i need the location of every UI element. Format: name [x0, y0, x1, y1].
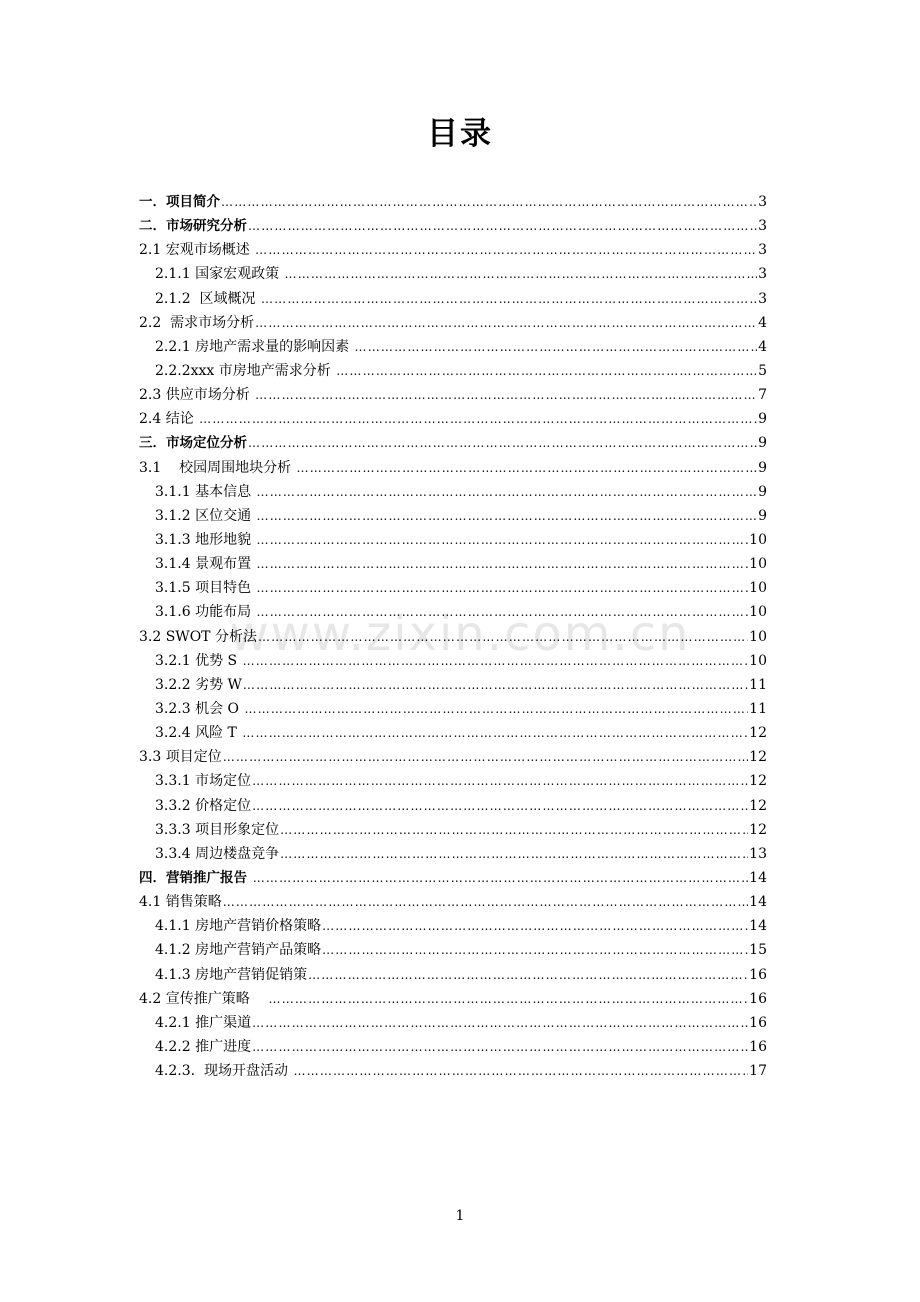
toc-dot-leader: [243, 673, 748, 697]
toc-dot-leader: [248, 214, 757, 238]
toc-entry[interactable]: [139, 431, 767, 455]
toc-entry-label: 二．市场研究分析: [139, 218, 247, 235]
toc-entry[interactable]: [139, 480, 767, 504]
toc-entry-label: 4.2.1 推广渠道: [155, 1014, 252, 1031]
toc-entry-label: 3.2.2 劣势 W: [155, 676, 242, 693]
toc-entry[interactable]: [139, 335, 767, 359]
toc-entry-page-number: 9: [758, 483, 767, 500]
toc-dot-leader: [322, 914, 748, 938]
toc-dot-leader: [255, 311, 757, 335]
toc-entry-page-number: 5: [758, 362, 767, 379]
toc-entry[interactable]: [139, 842, 767, 866]
toc-entry-page-number: 16: [749, 1038, 767, 1055]
toc-entry-label: 2.3 供应市场分析: [139, 387, 255, 404]
toc-entry[interactable]: [139, 287, 767, 311]
toc-entry-label: 2.1.1 国家宏观政策: [155, 266, 284, 283]
toc-entry-label: 一．项目简介: [139, 194, 220, 210]
toc-entry-page-number: 13: [749, 845, 767, 862]
toc-entry-label: 2.1.2 区域概况: [155, 290, 260, 307]
toc-entry[interactable]: [139, 383, 767, 407]
toc-entry-label: 3.1 校园周围地块分析: [139, 459, 296, 476]
toc-entry-label: 4.2.2 推广进度: [155, 1038, 252, 1055]
toc-entry-label: 3.3.4 周边楼盘竞争: [155, 845, 280, 862]
toc-entry[interactable]: [139, 214, 767, 238]
toc-entry-page-number: 10: [749, 628, 767, 645]
toc-entry-label: 3.1.4 景观布置: [155, 556, 256, 573]
toc-dot-leader: [280, 818, 748, 842]
toc-entry-page-number: 12: [749, 773, 767, 790]
toc-entry[interactable]: [139, 938, 767, 962]
toc-entry[interactable]: [139, 311, 767, 335]
toc-entry-label: 3.3.2 价格定位: [155, 797, 252, 814]
toc-entry-label: 3.1.3 地形地貌: [155, 531, 256, 548]
toc-entry-label: 3.3.1 市场定位: [155, 773, 252, 790]
toc-entry[interactable]: [139, 673, 767, 697]
toc-entry[interactable]: [139, 818, 767, 842]
toc-entry-page-number: 9: [758, 507, 767, 524]
toc-entry-page-number: 3: [758, 194, 767, 210]
toc-entry-label: 2.4 结论: [139, 411, 199, 428]
toc-entry-label: 2.2.2xxx 市房地产需求分析: [155, 362, 336, 379]
toc-entry[interactable]: [139, 1035, 767, 1059]
toc-dot-leader: [322, 938, 748, 962]
toc-dot-leader: [252, 769, 748, 793]
toc-dot-leader: [257, 504, 758, 528]
toc-dot-leader: [257, 552, 749, 576]
toc-entry-label: 4.2 宣传推广策略: [139, 990, 268, 1007]
toc-entry-page-number: 12: [749, 821, 767, 838]
toc-dot-leader: [255, 383, 757, 407]
toc-dot-leader: [336, 359, 757, 383]
toc-entry-page-number: 14: [749, 918, 767, 935]
toc-entry-label: 4.1.2 房地产营销产品策略: [155, 942, 322, 959]
toc-entry-page-number: 10: [749, 531, 767, 548]
toc-entry[interactable]: [139, 552, 767, 576]
toc-entry[interactable]: [139, 866, 767, 890]
toc-entry-page-number: 11: [749, 700, 767, 717]
toc-entry-page-number: 15: [749, 942, 767, 959]
toc-entry-page-number: 11: [749, 676, 767, 693]
toc-entry-label: 3.3.3 项目形象定位: [155, 821, 280, 838]
toc-dot-leader: [252, 794, 748, 818]
toc-dot-leader: [297, 456, 758, 480]
toc-dot-leader: [223, 745, 748, 769]
toc-dot-leader: [242, 721, 748, 745]
toc-entry[interactable]: [139, 1011, 767, 1035]
toc-entry-page-number: 9: [758, 459, 767, 476]
toc-dot-leader: [244, 697, 748, 721]
toc-entry-page-number: 16: [749, 990, 767, 1007]
toc-dot-leader: [355, 335, 758, 359]
toc-entry-page-number: 16: [749, 966, 767, 983]
toc-dot-leader: [199, 407, 757, 431]
toc-entry-page-number: 10: [749, 556, 767, 573]
toc-entry[interactable]: [139, 721, 767, 745]
toc-entry[interactable]: [139, 890, 767, 914]
toc-entry[interactable]: [139, 1059, 767, 1083]
toc-entry-page-number: 3: [758, 218, 767, 235]
toc-entry-page-number: 4: [758, 338, 767, 355]
toc-entry-label: 2.2 需求市场分析: [139, 314, 255, 331]
toc-entry-page-number: 12: [749, 749, 767, 766]
toc-entry-page-number: 14: [749, 894, 767, 911]
toc-entry-page-number: 10: [749, 580, 767, 597]
toc-dot-leader: [221, 190, 757, 214]
toc-dot-leader: [261, 287, 757, 311]
toc-entry-label: 四．营销推广报告: [139, 869, 252, 886]
toc-entry-label: 3.2.4 风险 T: [155, 725, 242, 742]
toc-dot-leader: [257, 600, 749, 624]
toc-entry-page-number: 7: [758, 387, 767, 404]
toc-entry-page-number: 4: [758, 314, 767, 331]
toc-entry-label: 4.2.3. 现场开盘活动: [155, 1063, 293, 1080]
watermark: www.zixin.com.cn: [229, 606, 691, 662]
toc-dot-leader: [257, 480, 758, 504]
toc-dot-leader: [269, 987, 749, 1011]
toc-entry[interactable]: [139, 190, 767, 214]
toc-entry-page-number: 3: [758, 242, 767, 259]
toc-dot-leader: [243, 649, 749, 673]
toc-entry-page-number: 16: [749, 1014, 767, 1031]
toc-dot-leader: [293, 1059, 748, 1083]
toc-entry[interactable]: [139, 504, 767, 528]
toc-entry[interactable]: [139, 914, 767, 938]
toc-entry[interactable]: [139, 262, 767, 286]
toc-entry[interactable]: [139, 359, 767, 383]
toc-entry[interactable]: [139, 963, 767, 987]
toc-dot-leader: [252, 1035, 748, 1059]
toc-entry[interactable]: [139, 238, 767, 262]
toc-entry[interactable]: [139, 456, 767, 480]
toc-entry[interactable]: [139, 745, 767, 769]
toc-dot-leader: [255, 238, 757, 262]
toc-entry-label: 三．市场定位分析: [139, 435, 247, 452]
toc-entry-page-number: 3: [758, 266, 767, 283]
toc-dot-leader: [285, 262, 758, 286]
toc-entry-page-number: 10: [749, 652, 767, 669]
toc-dot-leader: [258, 625, 748, 649]
toc-entry-page-number: 14: [749, 869, 767, 886]
toc-entry[interactable]: [139, 576, 767, 600]
toc-entry[interactable]: [139, 528, 767, 552]
toc-entry-label: 3.2 SWOT 分析法: [139, 628, 257, 645]
page-number: 1: [455, 1208, 465, 1224]
toc-entry[interactable]: [139, 407, 767, 431]
toc-entry-label: 4.1.1 房地产营销价格策略: [155, 918, 322, 935]
page-title: 目录: [427, 116, 493, 152]
toc-dot-leader: [257, 528, 749, 552]
toc-entry-page-number: 17: [749, 1063, 767, 1080]
toc-entry[interactable]: [139, 649, 767, 673]
toc-entry[interactable]: [139, 600, 767, 624]
toc-entry-label: 3.2.1 优势 S: [155, 652, 242, 669]
toc-entry-label: 3.1.1 基本信息: [155, 483, 256, 500]
toc-dot-leader: [308, 963, 748, 987]
toc-entry-page-number: 3: [758, 290, 767, 307]
toc-dot-leader: [280, 842, 748, 866]
toc-entry-label: 4.1.3 房地产营销促销策: [155, 966, 308, 983]
toc-entry-label: 3.1.5 项目特色: [155, 580, 256, 597]
toc-dot-leader: [253, 866, 748, 890]
toc-entry[interactable]: [139, 625, 767, 649]
toc-entry-label: 2.1 宏观市场概述: [139, 242, 255, 259]
toc-entry-page-number: 10: [749, 604, 767, 621]
toc-entry[interactable]: [139, 769, 767, 793]
toc-entry-page-number: 9: [758, 435, 767, 452]
toc-entry-label: 3.2.3 机会 O: [155, 700, 244, 717]
table-of-contents: [139, 190, 767, 1083]
toc-entry[interactable]: [139, 697, 767, 721]
toc-entry-label: 2.2.1 房地产需求量的影响因素: [155, 338, 354, 355]
toc-entry-page-number: 12: [749, 797, 767, 814]
toc-entry[interactable]: [139, 987, 767, 1011]
toc-entry[interactable]: [139, 794, 767, 818]
toc-dot-leader: [223, 890, 748, 914]
toc-dot-leader: [248, 431, 757, 455]
toc-entry-label: 3.1.2 区位交通: [155, 507, 256, 524]
toc-entry-page-number: 12: [749, 725, 767, 742]
toc-dot-leader: [257, 576, 749, 600]
toc-entry-page-number: 9: [758, 411, 767, 428]
toc-entry-label: 3.1.6 功能布局: [155, 604, 256, 621]
toc-entry-label: 3.3 项目定位: [139, 749, 222, 766]
toc-entry-label: 4.1 销售策略: [139, 894, 222, 911]
toc-dot-leader: [252, 1011, 748, 1035]
